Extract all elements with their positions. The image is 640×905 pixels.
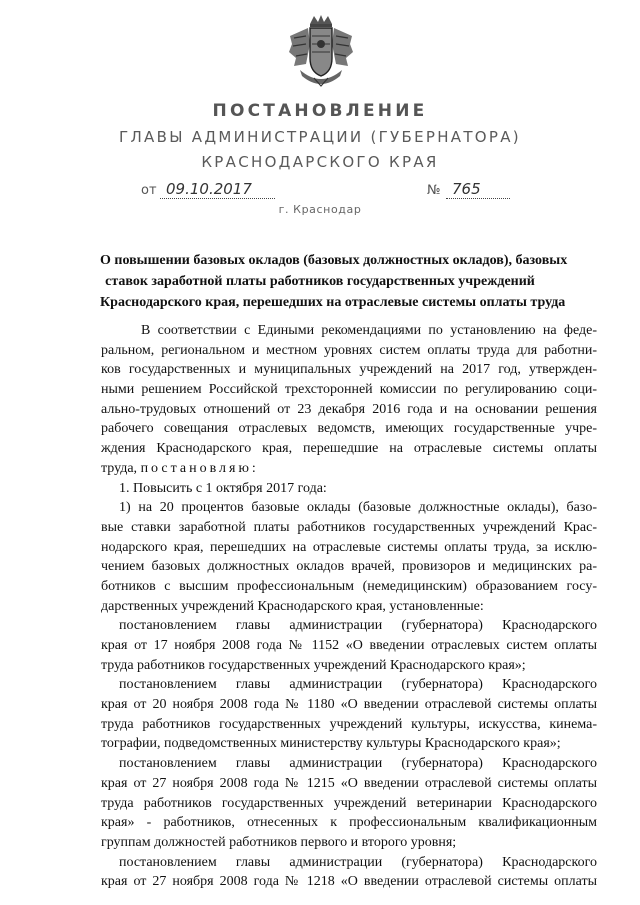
body-line: чением базовых должностных окладов врачей, провизоров и медицинских ра- xyxy=(101,559,597,575)
body-line: вые ставки заработной платы работников государственных учреждений Крас- xyxy=(101,519,597,535)
body-line: постановлением главы администрации (губернатора) Краснодарского xyxy=(119,854,597,870)
body-line: края от 17 ноября 2008 года № 1152 «О введении отраслевых систем оплаты xyxy=(101,638,597,653)
body-line: труда работников государственных учреждений культуры, искусства, кинема- xyxy=(101,716,597,732)
region-heading: КРАСНОДАРСКОГО КРАЯ xyxy=(201,153,439,171)
resolution-word: постановляю: xyxy=(140,460,259,476)
body-line: рабочего совещания отраслевых ведомств, имеющих государственные учре- xyxy=(101,421,597,437)
body-line: ков государственных и муниципальных учреждений на 2017 год, утвержден- xyxy=(101,362,597,378)
issuer-heading: ГЛАВЫ АДМИНИСТРАЦИИ (ГУБЕРНАТОРА) xyxy=(119,128,521,146)
body-line: края от 27 ноября 2008 года № 1215 «О введении отраслевой системы оплаты xyxy=(101,775,597,791)
body-line: труда работников государственных учреждений ветеринарии Краснодарского xyxy=(101,795,597,811)
date-number-row xyxy=(0,180,640,204)
body-line: ждения Краснодарского края, перешедшие на отраслевые системы оплаты xyxy=(101,441,597,457)
document-type-heading: ПОСТАНОВЛЕНИЕ xyxy=(212,101,428,121)
date-prefix: от xyxy=(141,183,157,198)
document-number: 765 xyxy=(446,180,510,199)
body-line: тографии, подведомственных министерству культуры Краснодарского края»; xyxy=(101,736,561,752)
body-line: труда работников государственных учреждений Краснодарского края»; xyxy=(101,657,526,673)
body-line: В соответствии с Едиными рекомендациями по установлению на феде- xyxy=(141,323,597,338)
body-line: постановлением главы администрации (губернатора) Краснодарского xyxy=(119,677,597,693)
body-line: 1. Повысить с 1 октября 2017 года: xyxy=(119,480,327,496)
document-date: 09.10.2017 xyxy=(160,180,275,199)
body-line: ральном, региональном и местном уровнях систем оплаты труда для работни- xyxy=(101,342,597,358)
body-line: ными решением Российской трехсторонней комиссии по регулированию соци- xyxy=(101,382,597,398)
body-line: группам должностей работников первого и второго уровня; xyxy=(101,834,457,850)
body-line: ботников с высшим профессиональным (немедицинским) образованием госу- xyxy=(101,578,597,594)
body-line: нодарского края, перешедших на отраслевые системы оплаты труда, за исклю- xyxy=(101,539,597,555)
body-line-start: труда, xyxy=(101,460,141,476)
title-line: О повышении базовых окладов (базовых должностных окладов), базовых xyxy=(100,253,568,268)
body-line-with-resolution xyxy=(101,459,597,479)
body-line: края» - работников, отнесенных к профессиональным квалификационным xyxy=(101,815,597,831)
title-line: Краснодарского края, перешедших на отраслевые системы оплаты труда xyxy=(100,295,566,310)
document-title xyxy=(100,250,568,313)
title-line: ставок заработной платы работников государственных учреждений xyxy=(105,274,535,289)
city-label: г. Краснодар xyxy=(278,203,362,216)
number-prefix: № xyxy=(427,183,441,198)
body-line: края от 20 ноября 2008 года № 1180 «О введении отраслевой системы оплаты xyxy=(101,697,597,713)
document-body xyxy=(101,321,597,892)
body-line: края от 27 ноября 2008 года № 1218 «О введении отраслевой системы оплаты xyxy=(101,874,597,890)
body-line: 1) на 20 процентов базовые оклады (базовые должностные оклады), базо- xyxy=(119,500,597,516)
body-line: ально-трудовых отношений от 23 декабря 2016 года и на основании решения xyxy=(101,401,597,417)
body-line: постановлением главы администрации (губернатора) Краснодарского xyxy=(119,756,597,772)
krasnodar-coat-of-arms-emblem xyxy=(286,14,356,92)
body-line: постановлением главы администрации (губернатора) Краснодарского xyxy=(119,618,597,634)
body-line: дарственных учреждений Краснодарского края, установленные: xyxy=(101,598,484,614)
